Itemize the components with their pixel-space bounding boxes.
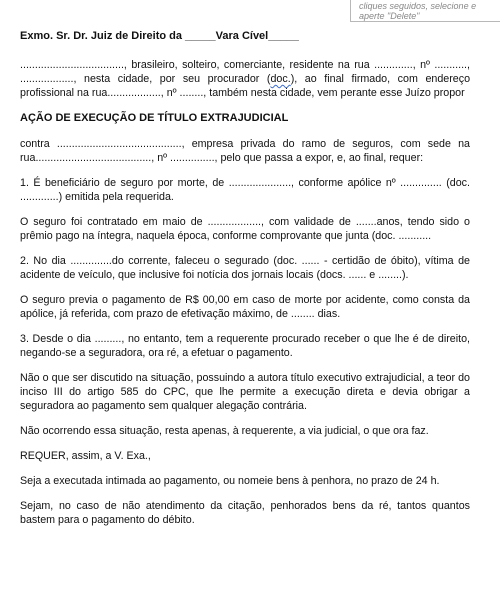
- petition-document[interactable]: [20, 29, 470, 538]
- paragraph-item-1: 1. É beneficiário de seguro por morte, de ....................., conforme apólice nº .............. (doc. .............) emitida pela requerida.: [20, 177, 470, 203]
- paragraph-legal-basis: Não o que ser discutido na situação, possuindo a autora título executivo extrajudicial, a teor do inciso III do artigo 585 do CPC, que lhe permite a execução direta e devia obrigar a seguradora ao pagamento sem qualquer alegação contrária.: [20, 372, 470, 412]
- spellcheck-flagged-word[interactable]: doc.: [270, 73, 291, 85]
- intro-text-end: ), ao final firmado, com endereço profissional na rua.................., nº ........, também nesta cidade, vem perante esse Juízo propor: [20, 73, 471, 99]
- intro-paragraph: [20, 58, 470, 100]
- paragraph-judicial-route: Não ocorrendo essa situação, resta apenas, à requerente, a via judicial, o que ora faz.: [20, 425, 429, 437]
- tooltip-line-2: aperte "Delete": [359, 11, 420, 21]
- paragraph-contract: O seguro foi contratado em maio de .................., com validade de .......anos, tendo sido o prêmio pago na íntegra, naquela época, conforme comprovante que junta (doc. ...........: [20, 216, 470, 242]
- section-title: AÇÃO DE EXECUÇÃO DE TÍTULO EXTRAJUDICIAL: [20, 112, 289, 124]
- paragraph-defendant: contra .........................................., empresa privada do ramo de seguros, com sede na rua......................................., nº ..............., pelo que passa a expor, e, ao final, requer:: [20, 138, 470, 164]
- paragraph-item-3: 3. Desde o dia ........., no entanto, tem a requerente procurado receber o que lhe é de direito, negando-se a seguradora, ora ré, a efetuar o pagamento.: [20, 333, 470, 359]
- paragraph-request: REQUER, assim, a V. Exa.,: [20, 450, 151, 462]
- paragraph-payment-terms: O seguro previa o pagamento de R$ 00,00 em caso de morte por acidente, como consta da apólice, já referida, com prazo de efetivação máximo, de ........ dias.: [20, 294, 470, 320]
- document-header: Exmo. Sr. Dr. Juiz de Direito da _____Vara Cível_____: [20, 30, 299, 42]
- paragraph-seizure: Sejam, no caso de não atendimento da citação, penhorados bens da ré, tantos quantos bastem para o pagamento do débito.: [20, 500, 470, 526]
- intro-text-start: ..................................., brasileiro, solteiro, comerciante, residente na rua ............., nº ..........., .................., nesta cidade, por seu procurador (: [20, 59, 470, 85]
- paragraph-item-2: 2. No dia ..............do corrente, faleceu o segurado (doc. ...... - certidão de óbito), vítima de acidente de veículo, que inclusive foi notícia dos jornais locais (docs. ...... e ........).: [20, 255, 470, 281]
- paragraph-summons: Seja a executada intimada ao pagamento, ou nomeie bens à penhora, no prazo de 24 h.: [20, 475, 440, 487]
- edit-hint-tooltip: [350, 0, 500, 22]
- tooltip-line-1: cliques seguidos, selecione e: [359, 1, 477, 11]
